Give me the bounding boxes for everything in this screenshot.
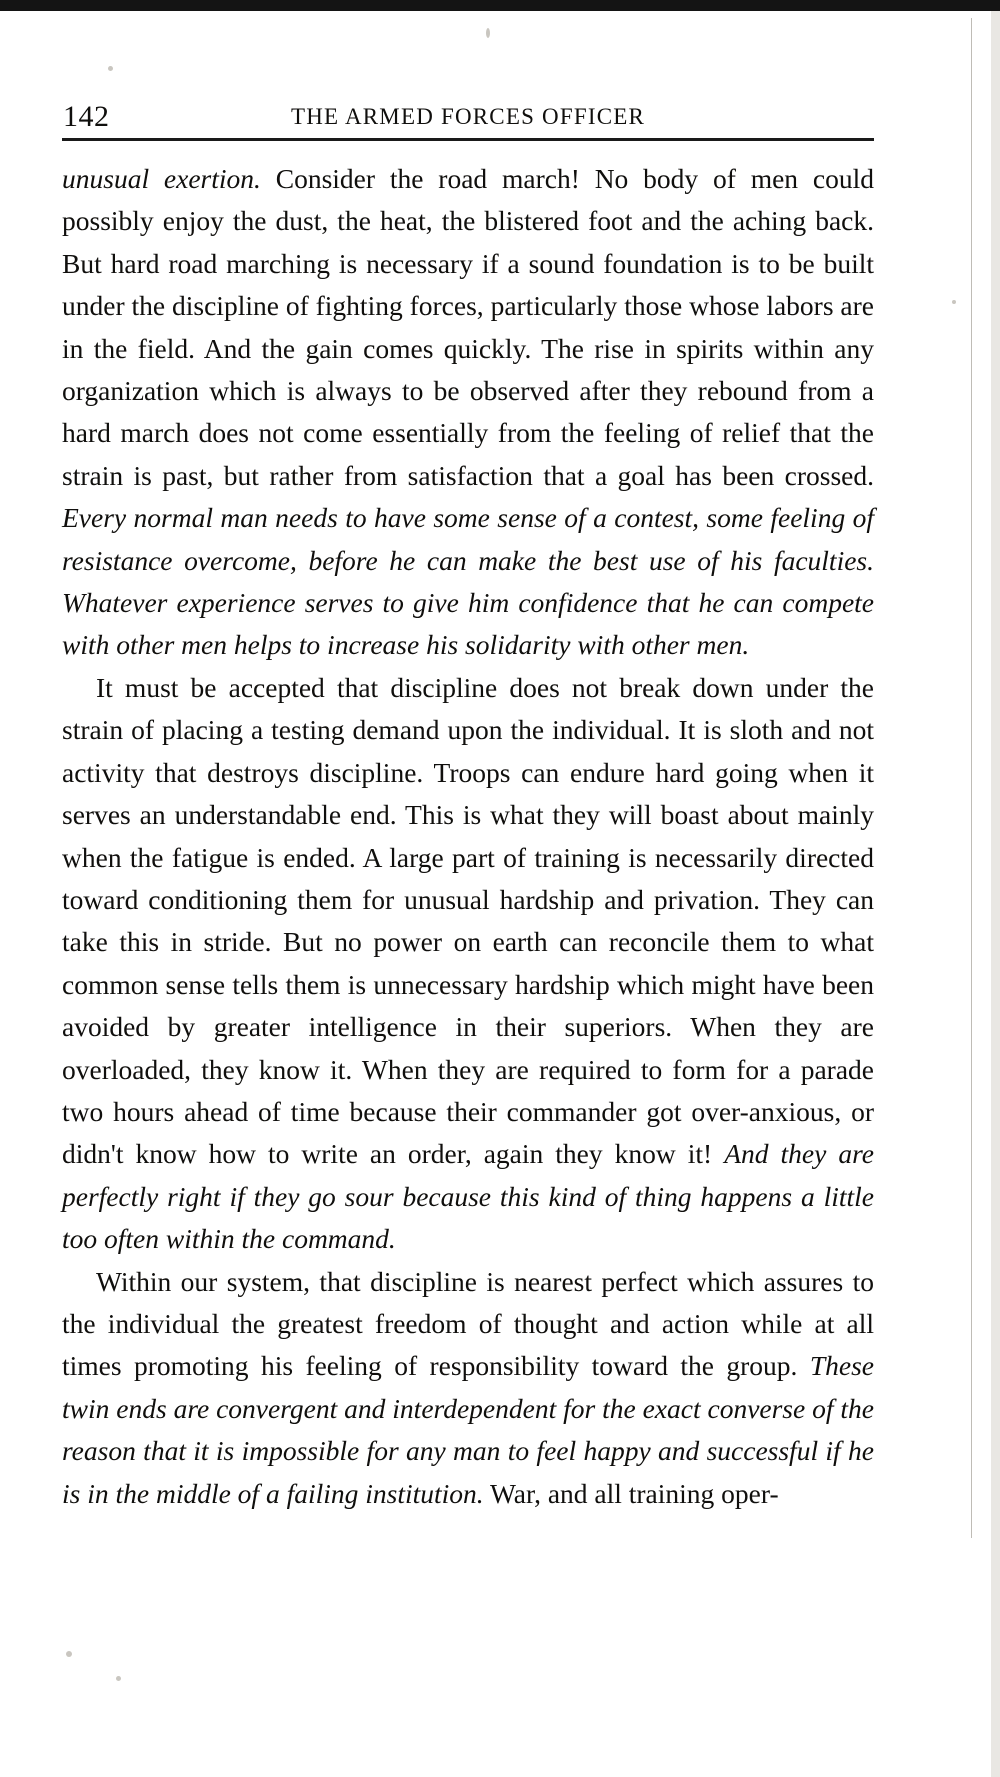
scan-speck xyxy=(486,28,490,38)
paragraph xyxy=(62,1261,874,1515)
roman-run: Within our system, that discipline is nearest perfect which assures to the individual the greatest freedom of thought and action while at all times promoting his feeling of responsibility toward the group. xyxy=(62,1265,874,1382)
scan-speck xyxy=(66,1651,72,1657)
roman-run: Consider the road march! No body of men could possibly enjoy the dust, the heat, the blistered foot and the aching back. But hard road marching is necessary if a sound foundation is to be built under the discipline of fighting forces, particularly those whose labors are in the field. And the gain comes quickly. The rise in spirits within any organization which is always to be observed after they rebound from a hard march does not come essentially from the feeling of relief that the strain is past, but rather from satisfaction that a goal has been crossed. xyxy=(62,163,874,491)
paragraph xyxy=(62,158,874,667)
page-number: 142 xyxy=(63,100,110,133)
paragraph xyxy=(62,667,874,1261)
italic-run: unusual exertion. xyxy=(62,163,261,194)
roman-run: It must be accepted that discipline does not break down under the strain of placing a testing demand upon the individual. It is sloth and not activity that destroys discipline. Troops can endure hard going when it serves an understandable end. This is what they will boast about mainly when the fatigue is ended. A large part of training is necessarily directed toward conditioning them for unusual hardship and privation. They can take this in stride. But no power on earth can reconcile them to what common sense tells them is unnecessary hardship which might have been avoided by greater intelligence in their superiors. When they are overloaded, they know it. When they are required to form for a parade two hours ahead of time because their commander got over-anxious, or didn't know how to write an order, again they know it! xyxy=(62,671,874,1170)
scan-speck xyxy=(108,66,113,71)
italic-run: These twin ends are convergent and interdependent for the exact converse of the reason that it is impossible for any man to feel happy and successful if he is in the middle of a failing institution. xyxy=(62,1350,874,1509)
italic-run: And they are perfectly right if they go sour because this kind of thing happens a little too often within the command. xyxy=(62,1138,874,1255)
body-text-column xyxy=(62,158,874,1515)
scan-speck xyxy=(116,1676,121,1681)
scan-speck xyxy=(952,300,956,304)
header-rule xyxy=(62,138,874,141)
italic-run: Every normal man needs to have some sense of a contest, some feeling of resistance overcome, before he can make the best use of his faculties. Whatever experience serves to give him confidence that he can compete with other men helps to increase his solidarity with other men. xyxy=(62,502,874,661)
running-head xyxy=(63,100,873,136)
running-head-title: THE ARMED FORCES OFFICER xyxy=(290,104,646,129)
roman-run: War, and all training oper- xyxy=(483,1477,779,1509)
